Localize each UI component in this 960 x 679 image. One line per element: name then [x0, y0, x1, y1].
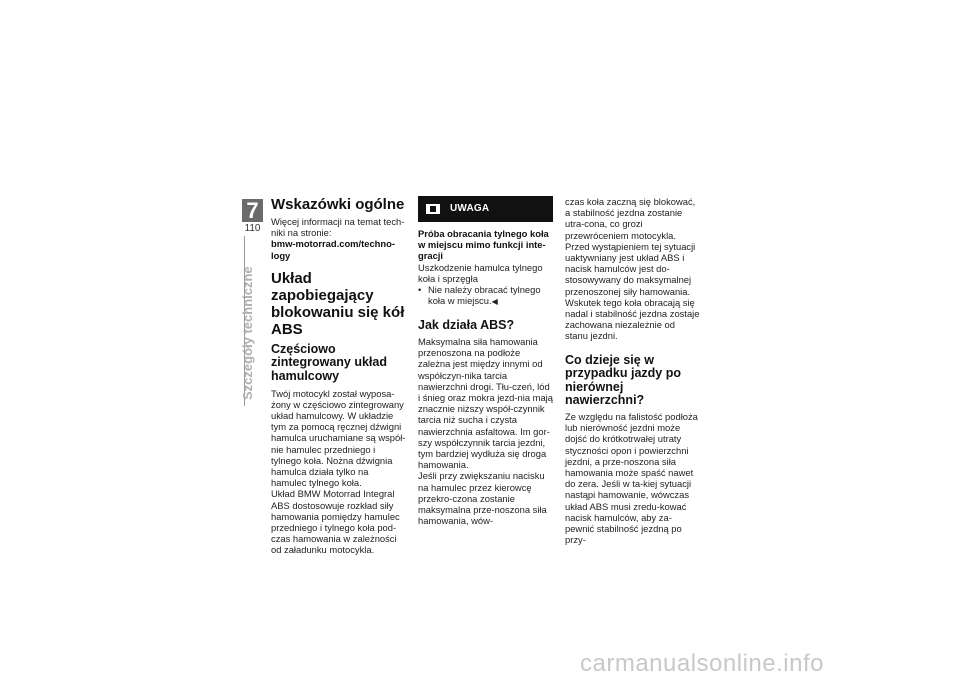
column-1	[271, 196, 406, 556]
column-2	[418, 196, 553, 526]
page-number: 110	[244, 223, 261, 234]
heading-general: Wskazówki ogólne	[271, 196, 405, 213]
warning-label: UWAGA	[450, 203, 490, 214]
warning-icon	[426, 204, 440, 214]
heading-uneven-surface: Co dzieje się w przypadku jazdy po nierównej nawierzchni?	[565, 352, 681, 408]
watermark: carmanualsonline.info	[580, 650, 824, 677]
warning-bullet-text: Nie należy obracać tylnego koła w miejscu.	[428, 284, 541, 307]
warning-banner	[418, 196, 553, 222]
heading-abs: Układ zapobiegający blokowaniu się kół ABS	[271, 269, 405, 338]
warning-title: Próba obracania tylnego koła w miejscu mimo funkcji inte-gracji	[418, 228, 549, 262]
uneven-surface-text: Ze względu na falistość podłoża lub nierówność jezdni może dojść do krótkotrwałej utraty styczności opon i powierzchni jezdni, a prze-noszona siła hamowania może spaść nawet do zera. Jeśli w ta-kiej sytuacji nastąpi hamowanie, wówczas układ ABS musi zredu-kować nacisk hamulców, aby za-pewnić stabilność jezdną po przy-	[565, 411, 698, 546]
continuation-text: czas koła zaczną się blokować, a stabilność jezdna zostanie utra-cona, co grozi przewróceniem motocykla. Przed wystąpieniem tej sytuacji uaktywniany jest układ ABS i nacisk hamulców jest do-stosowywany do maksymalnej przenoszonej siły hamowania. Wskutek tego koła obracają się nadal i stabilność jezdna zostaje zachowana niezależnie od stanu jezdni.	[565, 196, 700, 342]
heading-partial-integral: Częściowo zintegrowany układ hamulcowy	[271, 341, 387, 383]
partial-integral-text-2: Układ BMW Motorrad Integral ABS dostosowuje rozkład siły hamowania pomiędzy hamulec przedniego i tylnego koła pod-czas hamowania w zależności od załadunku motocykla.	[271, 488, 400, 556]
column-3	[565, 196, 700, 545]
partial-integral-text-1: Twój motocykl został wyposa-żony w częściowo zintegrowany układ hamulcowy. W układzie tym za pomocą ręcznej dźwigni hamulca uruchamiane są współ-nie hamulec przedniego i tylnego koła. Nożna dźwignia hamulca działa tylko na hamulec tylnego koła.	[271, 387, 406, 489]
how-abs-text-1: Maksymalna siła hamowania przenoszona na podłoże zależna jest między innymi od współczyn-nika tarcia nawierzchni drogi. Tłu-czeń, lód i śnieg oraz mokra jezd-nia mają znacznie niższy współ-czynnik tarcia niż sucha i czysta nawierzchnia asfaltowa. Im gor-szy współczynnik tarcia jezdni, tym bardziej wydłuża się droga hamowania.	[418, 336, 553, 471]
chapter-tab	[242, 199, 263, 235]
bullet-dot: •	[418, 284, 422, 296]
techno-link[interactable]: bmw-motorrad.com/techno-logy	[271, 238, 395, 261]
how-abs-text-2: Jeśli przy zwiększaniu nacisku na hamulec przez kierowcę przekro-czona zostanie maksymalna prze-noszona siła hamowania, wów-	[418, 470, 547, 527]
warning-text: Uszkodzenie hamulca tylnego koła i sprzęgła	[418, 261, 543, 284]
chapter-title-vertical: Szczegóły techniczne	[240, 266, 255, 400]
chapter-number: 7	[242, 199, 263, 222]
warning-bullet	[418, 284, 553, 307]
heading-how-abs-works: Jak działa ABS?	[418, 318, 515, 333]
end-mark-icon: ◀	[491, 297, 498, 307]
general-text: Więcej informacji na temat tech-niki na stronie:	[271, 216, 405, 239]
